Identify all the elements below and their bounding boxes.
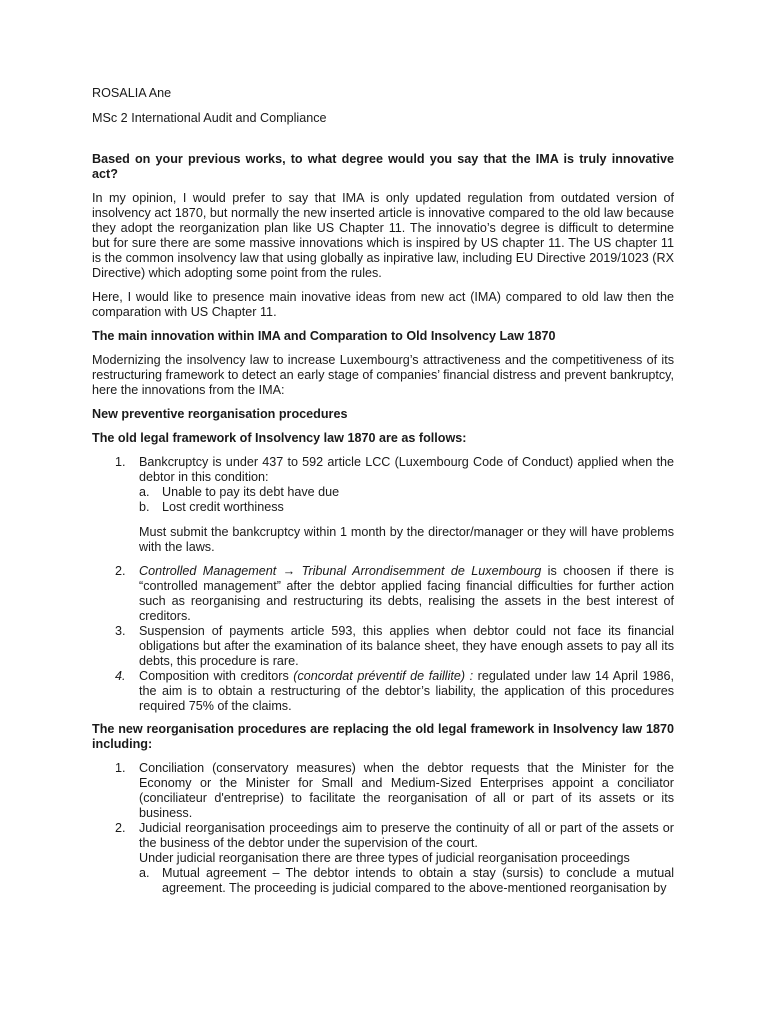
list-item-text: Judicial reorganisation proceedings aim to preserve the continuity of all or part of the assets or the business of the debtor under the supervision of the court. [139,821,674,850]
list-item-text: Composition with creditors [139,669,294,683]
sub-list-letter: b. [139,500,150,514]
sub-list-text: Lost credit worthiness [162,500,284,514]
program-name: MSc 2 International Audit and Compliance [92,111,327,125]
list-number: 1. [115,455,126,469]
list-item [92,455,674,555]
list-item-text-cont: regulated under law 14 April 1986, the aim is to obtain a restructuring of the debtor’s liability, the application of this procedures required 75% of the claims. [139,669,674,713]
document-page [92,86,674,904]
list-number: 1. [115,761,126,775]
paragraph-modernizing: Modernizing the insolvency law to increase Luxembourg’s attractiveness and the competitiveness of its restructuring framework to detect an early stage of companies’ financial distress and prevent bankruptcy, here the innovations from the IMA: [92,353,674,397]
new-procedures-list [92,761,674,896]
list-item [92,669,674,714]
list-item-italic: Controlled Management → Tribunal Arrondisemment de Luxembourg [139,564,542,578]
list-number: 2. [115,564,126,578]
bankruptcy-note: Must submit the bankcruptcy within 1 month by the director/manager or they will have problems with the laws. [139,525,674,554]
list-item [92,761,674,821]
heading-preventive-procedures: New preventive reorganisation procedures [92,407,348,421]
heading-main-innovation: The main innovation within IMA and Comparation to Old Insolvency Law 1870 [92,329,556,343]
list-number: 4. [115,669,126,683]
sub-list [139,485,674,515]
essay-question: Based on your previous works, to what degree would you say that the IMA is truly innovative act? [92,152,674,181]
list-item [92,821,674,896]
list-item [92,564,674,624]
sub-list-letter: a. [139,485,150,499]
sub-list-item [139,485,674,500]
sub-list-letter: a. [139,866,150,880]
list-number: 2. [115,821,126,835]
sub-list-item [139,500,674,515]
list-item-italic: (concordat préventif de faillite) : [293,669,474,683]
paragraph-intro: Here, I would like to presence main inovative ideas from new act (IMA) compared to old law then the comparation with US Chapter 11. [92,290,674,319]
author-name: ROSALIA Ane [92,86,172,100]
sub-list-text: Unable to pay its debt have due [162,485,340,499]
list-item-text: Conciliation (conservatory measures) when the debtor requests that the Minister for the Economy or the Minister for Small and Medium-Sized Enterprises appoint a conciliator (conciliateur d'entreprise) to facilitate the reorganisation of all or part of its assets or its business. [139,761,674,820]
sub-list-item [139,866,674,896]
list-item-text: Bankcruptcy is under 437 to 592 article LCC (Luxembourg Code of Conduct) applied when the debtor in this condition: [139,455,674,484]
sub-list-text: Mutual agreement – The debtor intends to obtain a stay (sursis) to conclude a mutual agreement. The proceeding is judicial compared to the above-mentioned reorganisation by [162,866,674,895]
list-number: 3. [115,624,126,638]
sub-list [139,866,674,896]
list-item-text: is choosen if there is “controlled management” after the debtor applied facing financial difficulties for further action such as reorganising and restructuring its debts, realising the assets in the best interest of creditors. [139,564,674,623]
list-item-subintro: Under judicial reorganisation there are three types of judicial reorganisation proceedings [139,851,630,865]
list-item-text: Suspension of payments article 593, this applies when debtor could not face its financial obligations but after the examination of its balance sheet, they have enough assets to pay all its debts, this procedure is rare. [139,624,674,668]
heading-old-framework: The old legal framework of Insolvency law 1870 are as follows: [92,431,467,445]
old-framework-list [92,455,674,714]
paragraph-opinion: In my opinion, I would prefer to say that IMA is only updated regulation from outdated version of insolvency act 1870, but normally the new inserted article is innovative compared to the old law because they adopt the reorganization plan like US Chapter 11. The innovatio’s degree is difficult to determine but for sure there are some massive innovations which is inspired by US chapter 11. The US chapter 11 is the common insolvency law that using globally as inpirative law, including EU Directive 2019/1023 (RX Directive) which adopting some point from the rules. [92,191,674,280]
heading-new-procedures: The new reorganisation procedures are replacing the old legal framework in Insolvency law 1870 including: [92,722,674,751]
list-item [92,624,674,669]
